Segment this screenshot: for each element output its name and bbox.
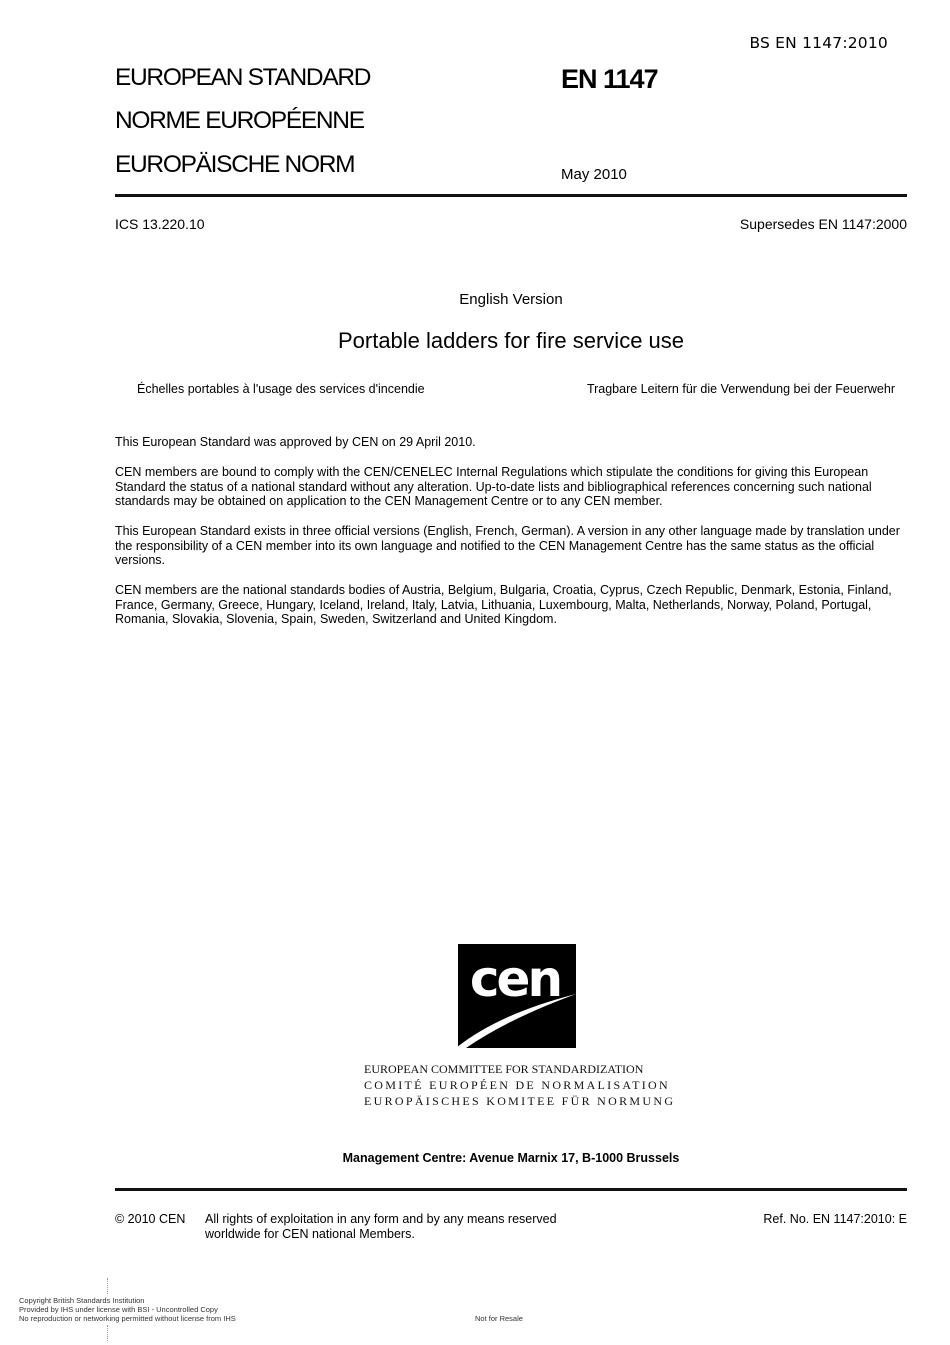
ics-code: ICS 13.220.10 <box>115 216 205 232</box>
versions-paragraph: This European Standard exists in three official versions (English, French, German). A version in any other language made by translation under the responsibility of a CEN member into its own language and notified to the CEN Management Centre has the same status as the official versions. <box>115 524 900 568</box>
management-centre-address: Management Centre: Avenue Marnix 17, B-1000 Brussels <box>342 1151 680 1165</box>
footer-divider <box>115 1188 907 1191</box>
dotted-marker-bottom <box>107 1325 109 1341</box>
approval-paragraph: This European Standard was approved by CEN on 29 April 2010. <box>115 435 476 449</box>
title-french: NORME EUROPÉENNE <box>115 107 364 134</box>
bs-reference: BS EN 1147:2010 <box>749 34 888 52</box>
cen-name-german: EUROPÄISCHES KOMITEE FÜR NORMUNG <box>364 1094 676 1108</box>
svg-text:cen: cen <box>469 950 561 1008</box>
cen-logo-icon <box>458 944 576 1048</box>
supersedes: Supersedes EN 1147:2000 <box>739 216 907 232</box>
license-line-1: Copyright British Standards Institution <box>19 1296 145 1305</box>
language-version: English Version <box>459 291 563 308</box>
compliance-paragraph: CEN members are bound to comply with the CEN/CENELEC Internal Regulations which stipulate the conditions for giving this European Standard the status of a national standard without any alteration. Up-to-date lists and bibliographical references concerning such national standards may be obtained on application to the CEN Management Centre or to any CEN member. <box>115 465 872 509</box>
rights-line-2: worldwide for CEN national Members. <box>205 1227 415 1241</box>
reference-number: Ref. No. EN 1147:2010: E <box>763 1212 907 1226</box>
cen-name-french: COMITÉ EUROPÉEN DE NORMALISATION <box>364 1078 670 1092</box>
title-french-translation: Échelles portables à l'usage des services d'incendie <box>137 382 425 396</box>
license-line-2: Provided by IHS under license with BSI - Uncontrolled Copy <box>19 1305 218 1314</box>
title-german: EUROPÄISCHE NORM <box>115 151 355 178</box>
cen-name-english: EUROPEAN COMMITTEE FOR STANDARDIZATION <box>364 1062 644 1076</box>
header-divider <box>115 194 907 197</box>
publication-date: May 2010 <box>561 166 627 183</box>
title-german-translation: Tragbare Leitern für die Verwendung bei der Feuerwehr <box>586 382 895 396</box>
document-title: Portable ladders for fire service use <box>337 328 685 353</box>
standard-number: EN 1147 <box>561 64 658 94</box>
dotted-marker-top <box>107 1278 109 1294</box>
title-english: EUROPEAN STANDARD <box>115 64 371 91</box>
rights-line-1: All rights of exploitation in any form and by any means reserved <box>205 1212 557 1226</box>
members-paragraph: CEN members are the national standards bodies of Austria, Belgium, Bulgaria, Croatia, Cyprus, Czech Republic, Denmark, Estonia, Finland, France, Germany, Greece, Hungary, Iceland, Ireland, Italy, Latvia, Lithuania, Luxembourg, Malta, Netherlands, Norway, Poland, Portugal, Romania, Slovakia, Slovenia, Spain, Sweden, Switzerland and United Kingdom. <box>115 583 892 627</box>
not-for-resale: Not for Resale <box>475 1314 523 1323</box>
copyright-notice: © 2010 CEN <box>115 1212 186 1226</box>
license-line-3: No reproduction or networking permitted without license from IHS <box>19 1314 236 1323</box>
